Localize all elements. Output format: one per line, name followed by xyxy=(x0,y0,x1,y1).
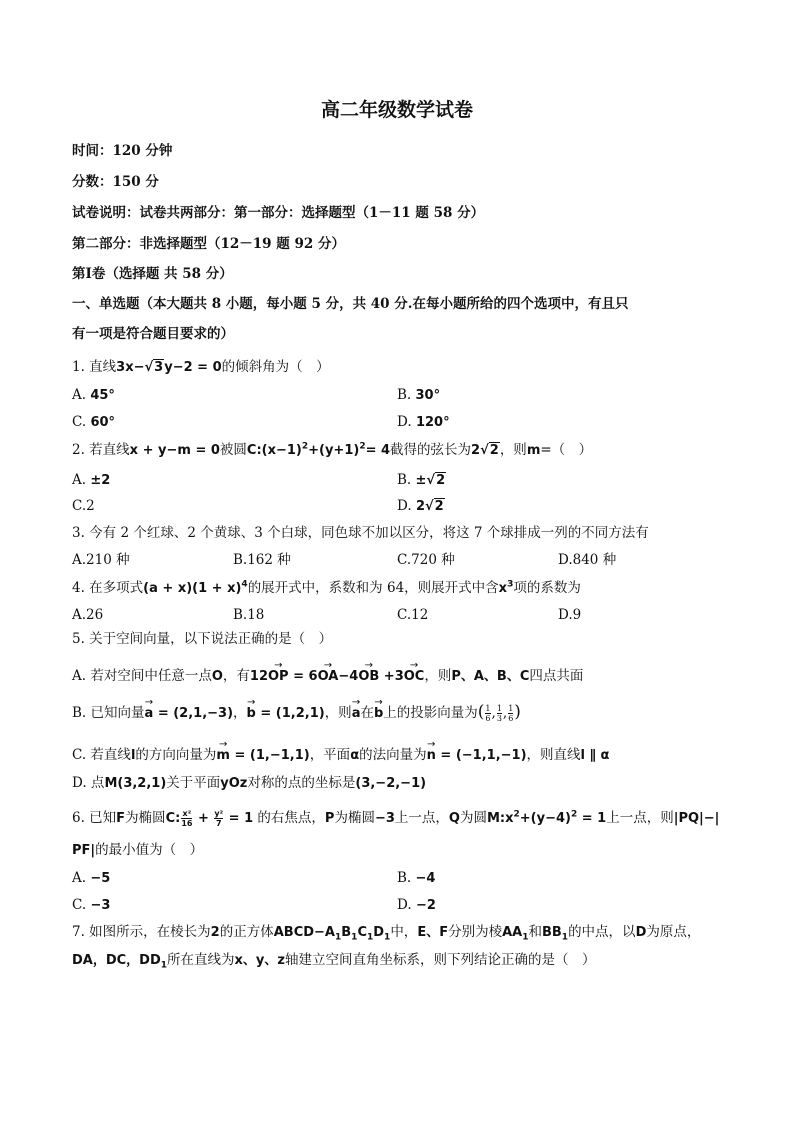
question-3-option-a[interactable]: A.210 种 xyxy=(72,552,130,568)
question-6-option-d[interactable]: D. −2 xyxy=(397,897,436,913)
section1-heading: 一、单选题（本大题共 8 小题，每小题 5 分，共 40 分.在每小题所给的四个选项中，有且只 xyxy=(72,296,629,312)
page-title: 高二年级数学试卷 xyxy=(320,99,473,121)
question-6-stem: 6. 已知F为椭圆C: $\frac{\text{x²}}{16}$ + $\frac{\text{y²}}{7}$ = 1 的右焦点，P为椭圆−3上一点，Q为圆$M:x^2+(y-4)^2 = 1$上一点，则|PQ|−| xyxy=(72,809,720,828)
question-4-option-d[interactable]: D.9 xyxy=(558,607,582,623)
question-6-option-c[interactable]: C. −3 xyxy=(72,897,111,913)
question-4-option-c[interactable]: C.12 xyxy=(397,607,429,623)
question-5-stem: 5. 关于空间向量，以下说法正确的是（ ） xyxy=(72,631,333,647)
question-1-option-b[interactable]: B. 30° xyxy=(397,387,441,403)
question-1-option-a[interactable]: A. 45° xyxy=(72,387,115,403)
question-2-stem: 2. 若直线x + y−m = 0被圆$C:(x-1)^2+(y+1)^2= 4$截得的弦长为2√2，则m=（ ） xyxy=(72,441,593,458)
question-1-option-d[interactable]: D. 120° xyxy=(397,414,450,430)
question-2-option-a[interactable]: A. ±2 xyxy=(72,472,111,488)
section1-heading-cont: 有一项是符合题目要求的） xyxy=(72,326,234,342)
question-6-stem-cont: PF|的最小值为（ ） xyxy=(72,842,204,858)
question-2-option-b[interactable]: B. ±√2 xyxy=(397,472,446,488)
question-4-option-a[interactable]: A.26 xyxy=(72,607,104,623)
exam-time: 时间：120 分钟 xyxy=(72,143,173,159)
exam-description: 试卷说明：试卷共两部分：第一部分：选择题型（1－11 题 58 分） xyxy=(72,205,485,221)
question-3-stem: 3. 今有 2 个红球、2 个黄球、3 个白球，同色球不加以区分，将这 7 个球排成一列的不同方法有 xyxy=(72,525,649,541)
part1-heading: 第Ⅰ卷（选择题 共 58 分） xyxy=(72,266,233,282)
question-6-option-a[interactable]: A. −5 xyxy=(72,870,111,886)
question-1-stem: 1. 直线3x−√3y−2 = 0的倾斜角为（ ） xyxy=(72,359,330,375)
question-5-option-d[interactable]: D. 点M(3,2,1)关于平面yOz对称的点的坐标是(3,−2,−1) xyxy=(72,775,427,791)
question-4-stem: 4. 在多项式$(a + x)(1 + x)^4$的展开式中，系数和为 64，则展开式中含$x^3$项的系数为 xyxy=(72,579,581,596)
question-1-option-c[interactable]: C. 60° xyxy=(72,414,116,430)
question-7-stem: 7. 如图所示，在棱长为2的正方体$ABCD-A_1B_1C_1D_1$中，E、F分别为棱$AA_1$和$BB_1$的中点，以D为原点， xyxy=(72,924,701,943)
exam-score: 分数：150 分 xyxy=(72,174,159,190)
question-5-option-c[interactable]: C. 若直线l的方向向量为→ m = (1,−1,1)，平面α的法向量为→ n = (−1,1,−1)，则直线l ∥ α xyxy=(72,745,609,766)
question-2-option-d[interactable]: D. 2√2 xyxy=(397,498,444,514)
question-6-option-b[interactable]: B. −4 xyxy=(397,870,436,886)
question-3-option-b[interactable]: B.162 种 xyxy=(233,552,291,568)
question-2-option-c[interactable]: C.2 xyxy=(72,498,95,514)
question-5-option-b[interactable]: B. 已知向量→ a = (2,1,−3)，→ b = (1,2,1)，则→ a在→ b上的投影向量为( $\frac{1}{6}$ , $\frac{1}{3}$ , $\frac{1}{6}$ ) xyxy=(72,702,521,724)
question-4-option-b[interactable]: B.18 xyxy=(233,607,265,623)
question-3-option-d[interactable]: D.840 种 xyxy=(558,552,617,568)
exam-description-part2: 第二部分：非选择题型（12－19 题 92 分） xyxy=(72,236,345,252)
question-5-option-a[interactable]: A. 若对空间中任意一点O，有12→ OP = 6→ OA−4→ OB +3→ OC，则P、A、B、C四点共面 xyxy=(72,666,583,687)
question-3-option-c[interactable]: C.720 种 xyxy=(397,552,455,568)
question-7-stem-cont: DA，DC，$DD_1$所在直线为x、y、z轴建立空间直角坐标系，则下列结论正确的是（ ） xyxy=(72,952,596,971)
